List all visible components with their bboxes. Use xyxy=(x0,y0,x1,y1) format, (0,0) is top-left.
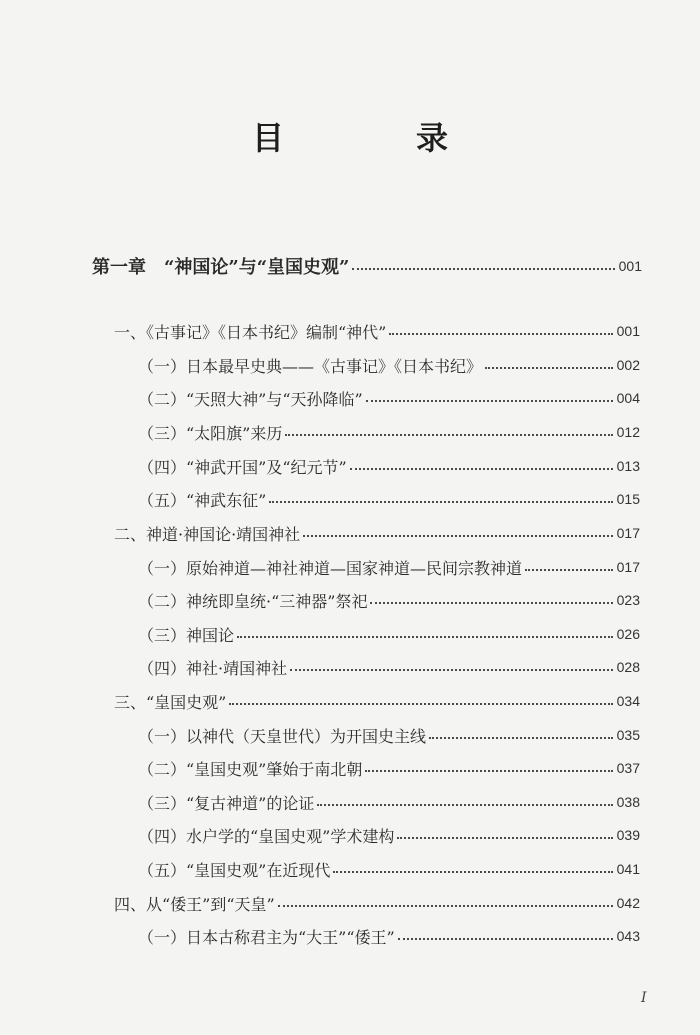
toc-page-number: 013 xyxy=(616,458,640,474)
toc-subsection-1-2[interactable] xyxy=(138,383,640,413)
toc-page-number: 004 xyxy=(616,390,640,406)
toc-subsection-2-4[interactable] xyxy=(138,652,640,682)
toc-section-3[interactable] xyxy=(114,686,640,716)
toc-subsection-3-3[interactable] xyxy=(138,787,640,817)
toc-dot-leader xyxy=(397,837,612,839)
toc-subsection-3-4[interactable] xyxy=(138,820,640,850)
toc-page-number: 038 xyxy=(616,794,640,810)
toc-section-1[interactable] xyxy=(114,316,640,346)
toc-page-number: 015 xyxy=(616,491,640,507)
toc-page-number: 001 xyxy=(618,258,642,274)
toc-subsection-title: （一）日本最早史典——《古事记》《日本书纪》 xyxy=(138,356,483,376)
toc-page-number: 041 xyxy=(616,861,640,877)
toc-subsection-title: （四）“神武开国”及“纪元节” xyxy=(138,457,347,477)
toc-page-number: 017 xyxy=(616,525,640,541)
page-title: 目 录 xyxy=(251,119,498,157)
toc-dot-leader xyxy=(429,737,613,739)
toc-dot-leader xyxy=(317,804,612,806)
toc-subsection-title: （一）日本古称君主为“大王”“倭王” xyxy=(138,927,395,947)
toc-page-number: 037 xyxy=(616,760,640,776)
toc-dot-leader xyxy=(398,938,613,940)
toc-subsection-1-3[interactable] xyxy=(138,417,640,447)
toc-chapter-title: 第一章 “神国论”与“皇国史观” xyxy=(92,257,350,278)
toc-subsection-title: （三）神国论 xyxy=(138,625,235,645)
toc-dot-leader xyxy=(485,367,613,369)
toc-dot-leader xyxy=(303,535,612,537)
toc-subsection-title: （四）水户学的“皇国史观”学术建构 xyxy=(138,826,395,846)
toc-dot-leader xyxy=(285,434,612,436)
toc-dot-leader xyxy=(237,636,613,638)
toc-dot-leader xyxy=(350,468,613,470)
toc-chapter-1[interactable] xyxy=(92,251,642,281)
toc-subsection-title: （四）神社·靖国神社 xyxy=(138,658,288,678)
toc-dot-leader xyxy=(333,871,612,873)
toc-subsection-1-1[interactable] xyxy=(138,350,640,380)
page-number: I xyxy=(641,990,647,1006)
toc-subsection-1-5[interactable] xyxy=(138,484,640,514)
toc-dot-leader xyxy=(365,770,612,772)
toc-page-number: 002 xyxy=(616,357,640,373)
toc-dot-leader xyxy=(389,333,612,335)
toc-subsection-3-5[interactable] xyxy=(138,854,640,884)
toc-dot-leader xyxy=(366,400,613,402)
toc-section-title: 二、神道·神国论·靖国神社 xyxy=(114,524,301,544)
toc-subsection-title: （五）“皇国史观”在近现代 xyxy=(138,860,331,880)
toc-subsection-title: （二）“皇国史观”肇始于南北朝 xyxy=(138,759,363,779)
toc-subsection-title: （二）“天照大神”与“天孙降临” xyxy=(138,389,363,409)
toc-dot-leader xyxy=(229,703,612,705)
toc-subsection-2-3[interactable] xyxy=(138,619,640,649)
toc-subsection-title: （二）神统即皇统·“三神器”祭祀 xyxy=(138,591,368,611)
toc-subsection-title: （一）原始神道—神社神道—国家神道—民间宗教神道 xyxy=(138,558,523,578)
toc-page-number: 039 xyxy=(616,827,640,843)
toc-page-number: 023 xyxy=(616,592,640,608)
toc-dot-leader xyxy=(290,669,613,671)
toc-page-number: 042 xyxy=(616,895,640,911)
toc-subsection-2-2[interactable] xyxy=(138,585,640,615)
toc-page-number: 017 xyxy=(616,559,640,575)
toc-subsection-title: （三）“复古神道”的论证 xyxy=(138,793,315,813)
toc-section-title: 四、从“倭王”到“天皇” xyxy=(114,894,275,914)
toc-page-number: 043 xyxy=(616,928,640,944)
toc-subsection-2-1[interactable] xyxy=(138,552,640,582)
toc-dot-leader xyxy=(269,501,612,503)
toc-page-number: 012 xyxy=(616,424,640,440)
toc-dot-leader xyxy=(370,602,612,604)
toc-page-number: 028 xyxy=(616,659,640,675)
toc-subsection-3-2[interactable] xyxy=(138,753,640,783)
toc-section-title: 三、“皇国史观” xyxy=(114,692,227,712)
toc-page-number: 035 xyxy=(616,727,640,743)
toc-section-2[interactable] xyxy=(114,518,640,548)
toc-page-number: 026 xyxy=(616,626,640,642)
toc-subsection-title: （五）“神武东征” xyxy=(138,490,267,510)
toc-section-4[interactable] xyxy=(114,888,640,918)
toc-subsection-4-1[interactable] xyxy=(138,921,640,951)
toc-dot-leader xyxy=(278,905,613,907)
toc-subsection-3-1[interactable] xyxy=(138,720,640,750)
toc-page-number: 034 xyxy=(616,693,640,709)
toc-page-number: 001 xyxy=(616,323,640,339)
toc-subsection-1-4[interactable] xyxy=(138,451,640,481)
toc-subsection-title: （一）以神代（天皇世代）为开国史主线 xyxy=(138,726,427,746)
toc-dot-leader xyxy=(352,268,614,270)
toc-subsection-title: （三）“太阳旗”来历 xyxy=(138,423,283,443)
toc-section-title: 一、《古事记》《日本书纪》编制“神代” xyxy=(114,322,387,342)
toc-dot-leader xyxy=(525,569,613,571)
